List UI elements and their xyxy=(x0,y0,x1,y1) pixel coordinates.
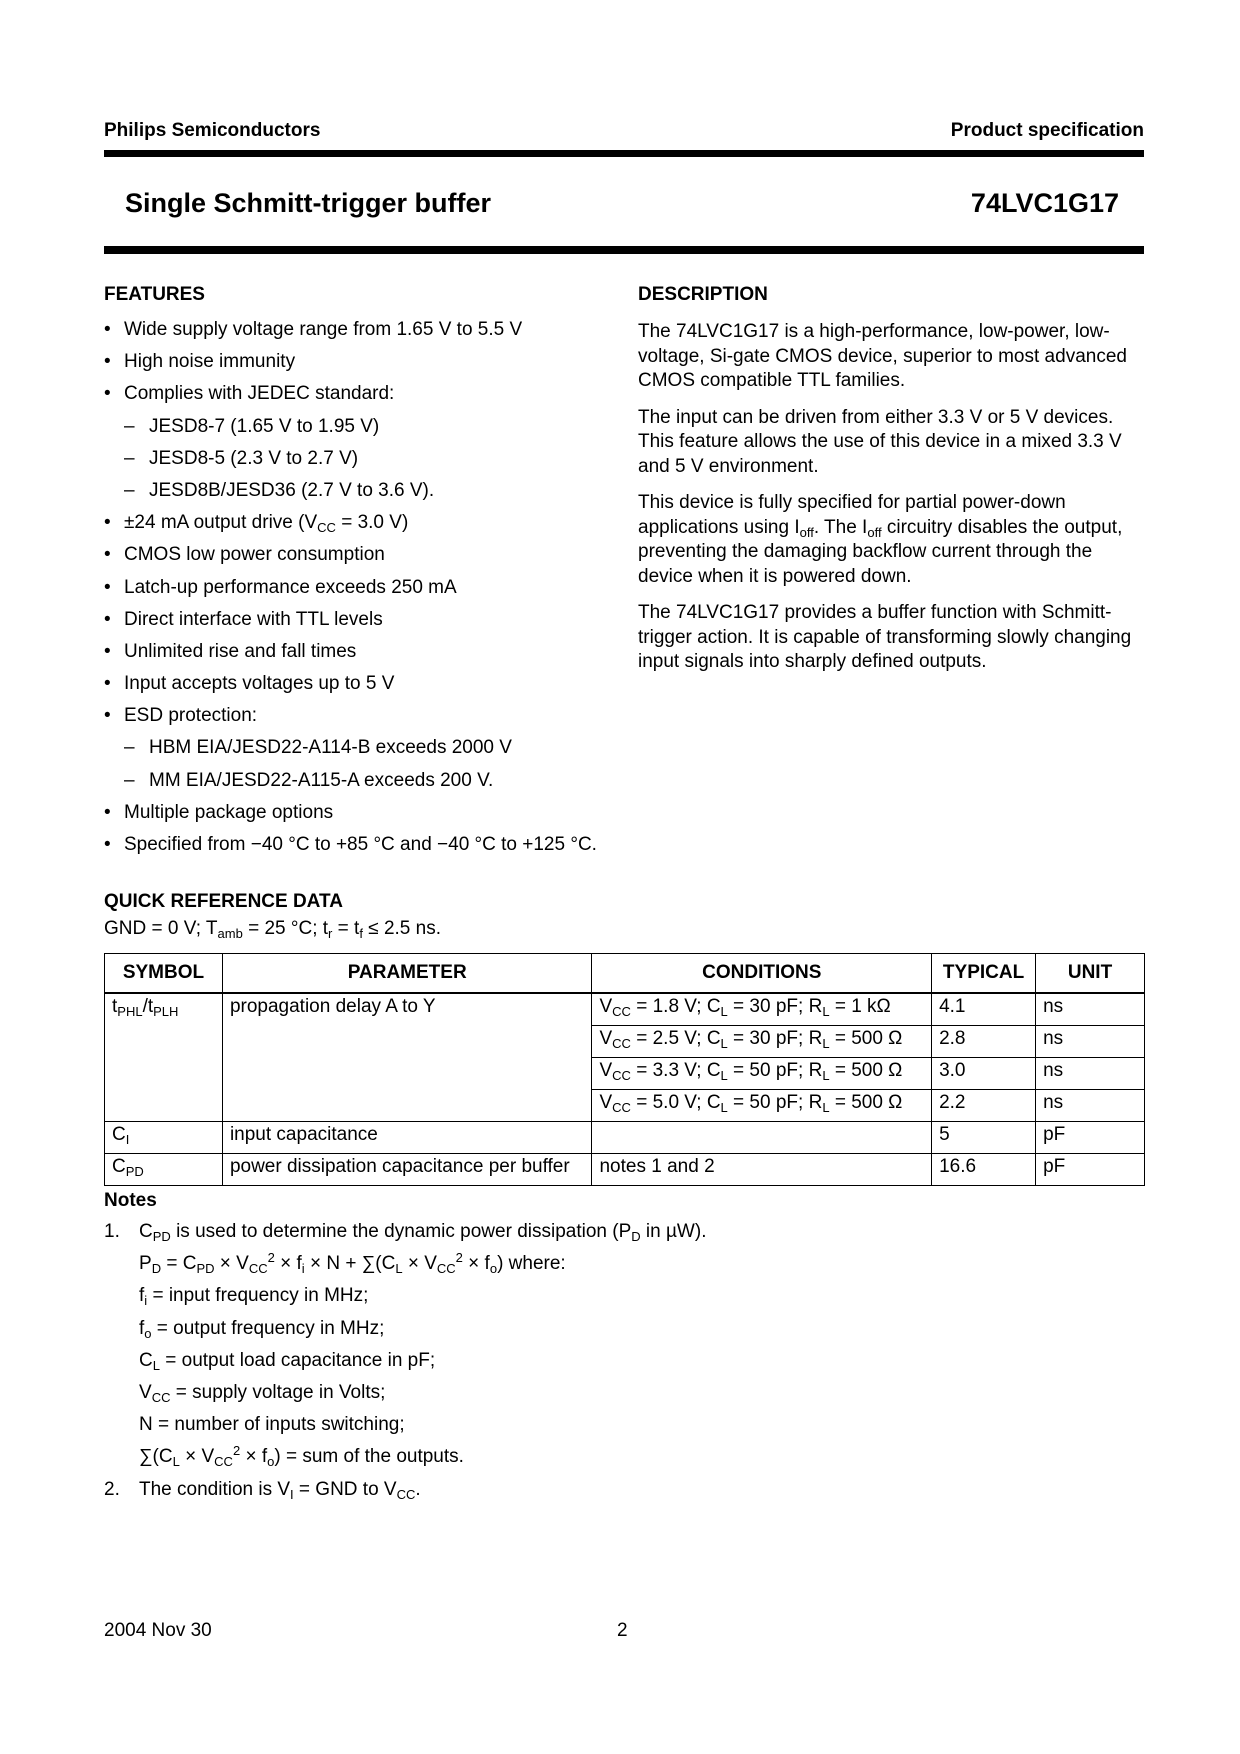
bullet-marker: • xyxy=(104,319,111,340)
feature-item xyxy=(104,382,624,414)
feature-subitem xyxy=(104,769,624,801)
column-header: TYPICAL xyxy=(932,954,1036,994)
notes-body xyxy=(104,1216,1144,1506)
feature-text: JESD8-5 (2.3 V to 2.7 V) xyxy=(149,447,359,469)
feature-item xyxy=(104,608,624,640)
feature-text: High noise immunity xyxy=(124,351,296,373)
note-definition: $f_o$ = output frequency in MHz; xyxy=(139,1317,385,1341)
feature-item xyxy=(104,672,624,704)
feature-subitem xyxy=(104,736,624,768)
conditions-cell: notes 1 and 2 xyxy=(592,1154,932,1186)
column-header: CONDITIONS xyxy=(592,954,932,994)
note-definition: N = number of inputs switching; xyxy=(139,1414,405,1436)
conditions-cell: $V_{CC} = 3.3$ V; $C_L = 50$ pF; $R_L = 500$ Ω xyxy=(592,1058,932,1090)
bullet-marker: • xyxy=(104,673,111,695)
conditions-cell: $V_{CC} = 1.8$ V; $C_L = 30$ pF; $R_L = 1$ kΩ xyxy=(592,993,932,1026)
dash-marker: – xyxy=(124,415,135,437)
features-list xyxy=(104,318,624,865)
note-definition: $f_i$ = input frequency in MHz; xyxy=(139,1285,369,1309)
feature-subitem xyxy=(104,479,624,511)
document-title: Single Schmitt-trigger buffer xyxy=(125,188,492,218)
symbol-cell: $t_{PHL}/t_{PLH}$ xyxy=(105,993,223,1122)
note-equation: $P_D = C_{PD} \times V_{CC}^2 \times f_i \times N + \sum(C_L \times V_{CC}^2 \times f_o)$ where: xyxy=(139,1250,566,1277)
bullet-marker: • xyxy=(104,834,111,855)
feature-item xyxy=(104,511,624,543)
header-rule xyxy=(104,150,1144,157)
feature-text: Complies with JEDEC standard: xyxy=(124,383,395,405)
quick-reference-heading: QUICK REFERENCE DATA xyxy=(104,891,343,912)
feature-text: Unlimited rise and fall times xyxy=(124,640,357,662)
bullet-marker: • xyxy=(104,801,111,823)
dash-marker: – xyxy=(124,769,135,791)
conditions-cell: $V_{CC} = 2.5$ V; $C_L = 30$ pF; $R_L = 500$ Ω xyxy=(592,1026,932,1058)
note-definition: $V_{CC}$ = supply voltage in Volts; xyxy=(139,1382,386,1406)
feature-text: Specified from −40 °C to +85 °C and −40 °C to +125 °C. xyxy=(124,834,597,855)
feature-text: Latch-up performance exceeds 250 mA xyxy=(124,576,457,598)
dash-marker: – xyxy=(124,479,135,501)
symbol-cell: $C_{PD}$ xyxy=(105,1154,223,1186)
feature-text: MM EIA/JESD22-A115-A exceeds 200 V. xyxy=(149,769,494,791)
feature-item xyxy=(104,640,624,672)
table-header-row xyxy=(105,954,1145,994)
feature-item xyxy=(104,704,624,736)
quick-reference-conditions: GND = 0 V; $T_{amb} = 25$ °C; $t_r = t_f \le 2.5$ ns. xyxy=(104,918,441,941)
unit-cell: ns xyxy=(1036,1058,1145,1090)
dash-marker: – xyxy=(124,737,135,759)
unit-cell: ns xyxy=(1036,1090,1145,1122)
feature-text: Input accepts voltages up to 5 V xyxy=(124,673,395,695)
parameter-cell: power dissipation capacitance per buffer xyxy=(222,1154,592,1186)
bullet-marker: • xyxy=(104,705,111,727)
typical-cell: 2.2 xyxy=(932,1090,1036,1122)
feature-text: Direct interface with TTL levels xyxy=(124,608,383,630)
quick-reference-table xyxy=(104,953,1145,1186)
note-2: 2. The condition is $V_I$ = GND to $V_{CC}$. xyxy=(104,1478,421,1502)
note-1: 1. $C_{PD}$ is used to determine the dynamic power dissipation ($P_D$ in µW). xyxy=(104,1221,707,1244)
description-paragraph: The 74LVC1G17 provides a buffer function with Schmitt-trigger action. It is capable of transforming slowly changing input signals into sharply defined outputs. xyxy=(638,602,1132,672)
company-name: Philips Semiconductors xyxy=(104,120,321,141)
column-header: SYMBOL xyxy=(105,954,223,994)
typical-cell: 5 xyxy=(932,1122,1036,1154)
symbol-cell: $C_I$ xyxy=(105,1122,223,1154)
table-row xyxy=(105,1154,1145,1186)
feature-item xyxy=(104,543,624,575)
description-paragraph: The input can be driven from either 3.3 V or 5 V devices. This feature allows the use of this device in a mixed 3.3 V and 5 V environment. xyxy=(638,406,1122,477)
bullet-marker: • xyxy=(104,544,111,566)
feature-item xyxy=(104,576,624,608)
page-number: 2 xyxy=(617,1620,628,1641)
bullet-marker: • xyxy=(104,640,111,662)
conditions-cell: $V_{CC} = 5.0$ V; $C_L = 50$ pF; $R_L = 500$ Ω xyxy=(592,1090,932,1122)
unit-cell: ns xyxy=(1036,1026,1145,1058)
typical-cell: 3.0 xyxy=(932,1058,1036,1090)
bullet-marker: • xyxy=(104,608,111,630)
description-paragraph: The 74LVC1G17 is a high-performance, low-power, low-voltage, Si-gate CMOS device, superior to most advanced CMOS compatible TTL families. xyxy=(638,321,1127,391)
title-rule xyxy=(104,246,1144,254)
features-heading: FEATURES xyxy=(104,284,205,305)
unit-cell: pF xyxy=(1036,1122,1145,1154)
unit-cell: pF xyxy=(1036,1154,1145,1186)
feature-text: ±24 mA output drive ($V_{CC} = 3.0$ V) xyxy=(124,512,409,536)
notes-heading: Notes xyxy=(104,1190,157,1211)
description-paragraph: This device is fully specified for partial power-down applications using $I_{off}$. The $I_{off}$ circuitry disables the output, preventing the damaging backflow current through the device when it is powered down. xyxy=(638,492,1123,587)
bullet-marker: • xyxy=(104,383,111,405)
feature-text: Wide supply voltage range from 1.65 V to 5.5 V xyxy=(124,319,523,340)
typical-cell: 16.6 xyxy=(932,1154,1036,1186)
feature-item xyxy=(104,350,624,382)
feature-item xyxy=(104,801,624,833)
feature-text: Multiple package options xyxy=(124,801,334,823)
note-definition: $C_L$ = output load capacitance in pF; xyxy=(139,1349,436,1373)
typical-cell: 2.8 xyxy=(932,1026,1036,1058)
footer-date: 2004 Nov 30 xyxy=(104,1620,212,1641)
feature-text: JESD8-7 (1.65 V to 1.95 V) xyxy=(149,415,380,437)
feature-text: CMOS low power consumption xyxy=(124,544,385,566)
feature-subitem xyxy=(104,415,624,447)
part-number: 74LVC1G17 xyxy=(970,188,1119,218)
description-body xyxy=(638,320,1144,687)
column-header: PARAMETER xyxy=(222,954,592,994)
description-heading: DESCRIPTION xyxy=(638,284,768,305)
note-sum: $\sum(C_L \times V_{CC}^2 \times f_o)$ = sum of the outputs. xyxy=(139,1443,464,1470)
parameter-cell: input capacitance xyxy=(222,1122,592,1154)
column-header: UNIT xyxy=(1036,954,1145,994)
parameter-cell: propagation delay A to Y xyxy=(222,993,592,1122)
table-row xyxy=(105,1122,1145,1154)
unit-cell: ns xyxy=(1036,993,1145,1026)
document-type: Product specification xyxy=(950,120,1144,141)
feature-text: ESD protection: xyxy=(124,705,258,727)
table-row xyxy=(105,993,1145,1026)
feature-subitem xyxy=(104,447,624,479)
bullet-marker: • xyxy=(104,351,111,373)
feature-item xyxy=(104,833,624,865)
conditions-cell xyxy=(592,1122,932,1154)
feature-item xyxy=(104,318,624,350)
typical-cell: 4.1 xyxy=(932,993,1036,1026)
dash-marker: – xyxy=(124,447,135,469)
bullet-marker: • xyxy=(104,512,111,534)
feature-text: HBM EIA/JESD22-A114-B exceeds 2000 V xyxy=(149,737,512,759)
feature-text: JESD8B/JESD36 (2.7 V to 3.6 V). xyxy=(149,479,435,501)
bullet-marker: • xyxy=(104,576,111,598)
